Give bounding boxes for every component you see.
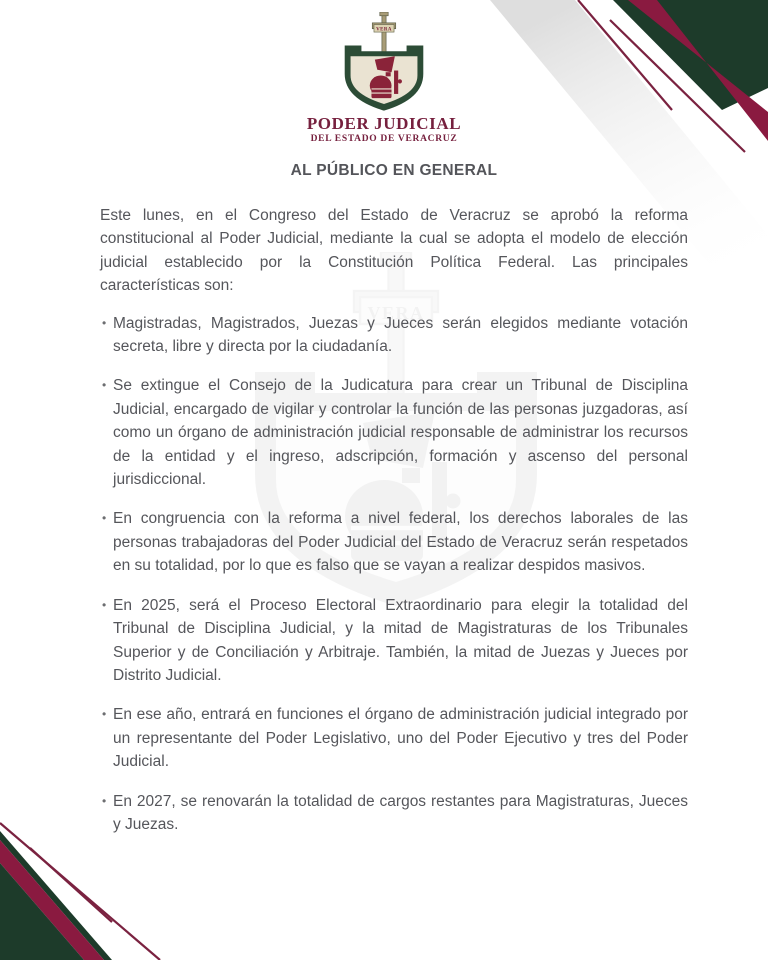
list-item: • Se extingue el Consejo de la Judicatura para crear un Tribunal de Disciplina Judicial, encargado de vigilar y controlar la función de las personas juzgadoras, así como un órgano de administración judicial responsable de administrar los recursos de la entidad y el ingreso, adscripción, formación y ascenso del personal jurisdiccional. (100, 374, 688, 491)
logo-subtitle: DEL ESTADO DE VERACRUZ (310, 134, 458, 144)
list-item: • En 2027, se renovarán la totalidad de cargos restantes para Magistraturas, Jueces y Juezas. (100, 790, 688, 837)
intro-paragraph: Este lunes, en el Congreso del Estado de Veracruz se aprobó la reforma constitucional al Poder Judicial, mediante la cual se adopta el modelo de elección judicial establecido por la Constitución Política Federal. Las principales características son: (100, 207, 688, 295)
list-item: • En congruencia con la reforma a nivel federal, los derechos laborales de las personas trabajadoras del Poder Judicial del Estado de Veracruz serán respetados en su totalidad, por lo que es falso que se vayan a realizar despidos masivos. (100, 507, 688, 577)
crest-logo (338, 12, 430, 114)
list-item: • En 2025, será el Proceso Electoral Extraordinario para elegir la totalidad del Tribunal de Disciplina Judicial, y la mitad de Magistraturas de los Tribunales Superior y de Conciliación y Arbitraje. También, la mitad de Juezas y Jueces por Distrito Judicial. (100, 594, 688, 688)
page-title: AL PÚBLICO EN GENERAL (290, 162, 498, 179)
list-item: • Magistradas, Magistrados, Juezas y Jueces serán elegidos mediante votación secreta, libre y directa por la ciudadanía. (100, 312, 688, 359)
document-body (100, 161, 688, 852)
bullet-list (100, 312, 688, 837)
list-item: • En ese año, entrará en funciones el órgano de administración judicial integrado por un representante del Poder Legislativo, uno del Poder Ejecutivo y tres del Poder Judicial. (100, 703, 688, 773)
logo-title: PODER JUDICIAL (306, 114, 462, 133)
logo (0, 12, 768, 145)
